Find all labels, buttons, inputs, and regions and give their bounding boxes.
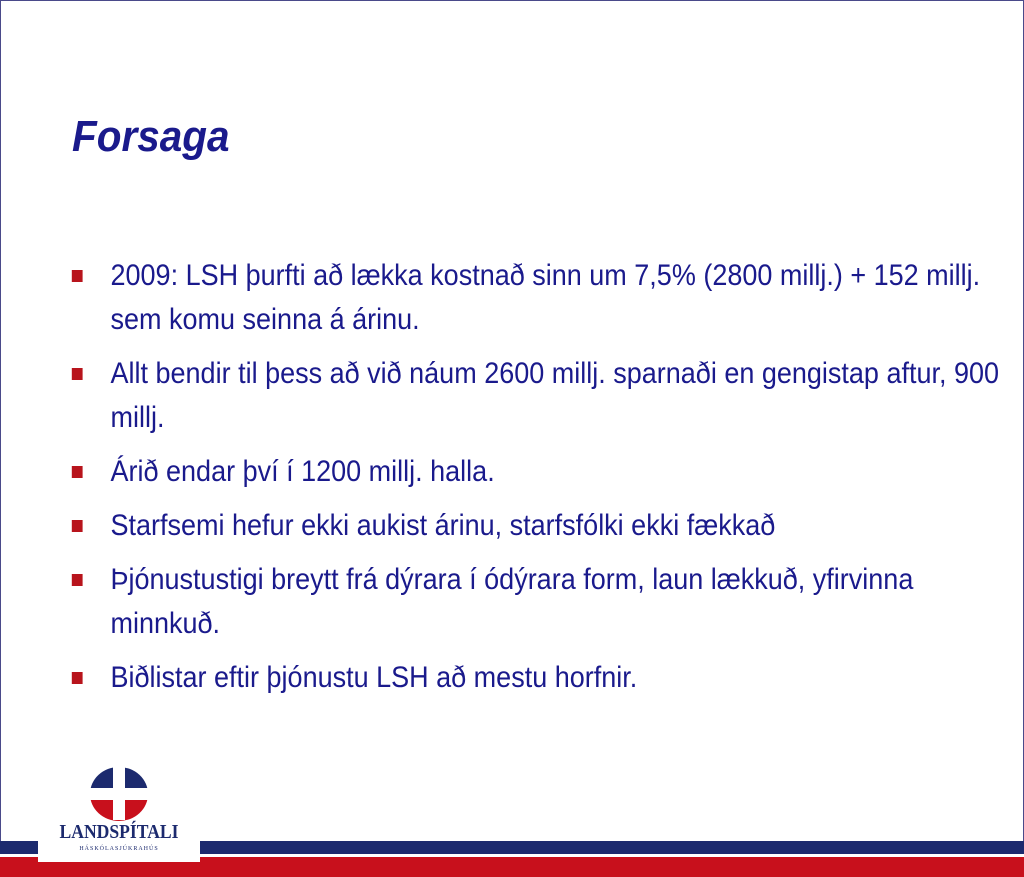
square-bullet-icon: [72, 520, 83, 532]
square-bullet-icon: [72, 574, 83, 586]
slide-title: Forsaga: [72, 112, 230, 161]
square-bullet-icon: [72, 466, 83, 478]
square-bullet-icon: [72, 672, 83, 684]
bullet-text: Þjónustustigi breytt frá dýrara í ódýrara form, laun lækkuð, yfirvinna minnkuð.: [110, 563, 914, 640]
bullet-list: [70, 254, 1000, 710]
bullet-text: Biðlistar eftir þjónustu LSH að mestu horfnir.: [110, 661, 638, 694]
bullet-text: Starfsemi hefur ekki aukist árinu, starfsfólki ekki fækkað: [110, 509, 776, 542]
bullet-item: [70, 656, 1011, 700]
bullet-item: [70, 450, 1011, 494]
square-bullet-icon: [72, 270, 83, 282]
bullet-item: [70, 254, 1011, 342]
bullet-text: Árið endar því í 1200 millj. halla.: [110, 455, 495, 488]
bullet-item: [70, 558, 1011, 646]
bullet-item: [70, 352, 1011, 440]
bullet-text: 2009: LSH þurfti að lækka kostnað sinn um 7,5% (2800 millj.) + 152 millj. sem komu seinna á árinu.: [110, 259, 981, 336]
bullet-item: [70, 504, 1011, 548]
bullet-text: Allt bendir til þess að við náum 2600 millj. sparnaði en gengistap aftur, 900 millj.: [110, 357, 1000, 434]
landspitali-logo: [38, 760, 200, 862]
hospital-cross-icon: [86, 764, 152, 822]
logo-name: LANDSPÍTALI: [59, 821, 179, 843]
square-bullet-icon: [72, 368, 83, 380]
logo-subtitle: HÁSKÓLASJÚKRAHÚS: [79, 846, 159, 852]
